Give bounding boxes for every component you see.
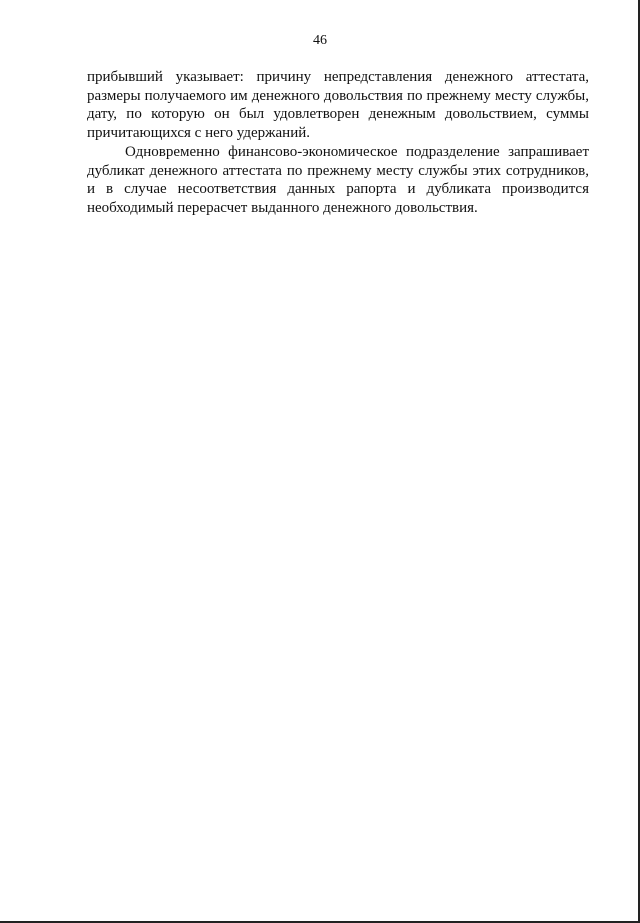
- text-line: Одновременно финансово-экономическое подразделение запрашивает: [125, 143, 589, 160]
- body-text: [87, 68, 589, 218]
- paragraph-2: [87, 143, 589, 218]
- text-line: дубликат денежного аттестата по прежнему месту службы этих сотрудников,: [87, 162, 589, 179]
- text-line: прибывший указывает: причину непредставления денежного аттестата,: [87, 69, 589, 85]
- text-line: дату, по которую он был удовлетворен денежным довольствием, суммы: [87, 106, 589, 123]
- text-line: причитающихся с него удержаний.: [87, 125, 311, 142]
- paragraph-1: [87, 68, 589, 143]
- page-number: 46: [313, 33, 327, 48]
- text-line: и в случае несоответствия данных рапорта и дубликата производится: [87, 181, 589, 198]
- text-line: необходимый перерасчет выданного денежного довольствия.: [87, 199, 478, 216]
- text-line: размеры получаемого им денежного довольствия по прежнему месту службы,: [87, 87, 589, 104]
